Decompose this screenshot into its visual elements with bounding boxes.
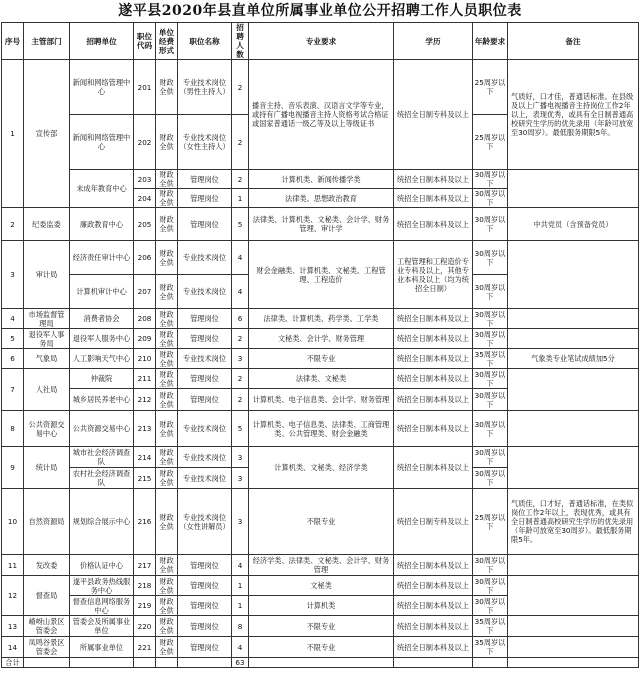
cell-code: 202 xyxy=(134,115,156,170)
cell-dept: 纪委监委 xyxy=(24,208,70,241)
cell-unit: 新闻和网络管理中心 xyxy=(70,115,134,170)
header-code: 职位代码 xyxy=(134,23,156,60)
cell-dept: 凤鸣谷景区管委会 xyxy=(24,637,70,658)
cell-major: 不限专业 xyxy=(249,637,394,658)
cell-edu: 统招全日制专科及以上 xyxy=(394,60,473,170)
cell-num: 2 xyxy=(232,389,249,411)
cell-edu: 统招全日制本科及以上 xyxy=(394,349,473,369)
table-row xyxy=(2,60,639,115)
cell-edu: 统招全日制本科及以上 xyxy=(394,596,473,616)
header-note: 备注 xyxy=(508,23,639,60)
cell-fund: 财政全供 xyxy=(156,447,178,468)
cell-age: 30周岁以下 xyxy=(473,576,508,596)
cell-age: 25周岁以下 xyxy=(473,115,508,170)
cell-seq: 5 xyxy=(2,329,24,349)
cell-major: 计算机类、新闻传播学类 xyxy=(249,170,394,189)
cell-age: 30周岁以下 xyxy=(473,208,508,241)
cell-unit: 农村社会经济调查队 xyxy=(70,468,134,489)
cell-edu: 统招全日制本科及以上 xyxy=(394,369,473,389)
page-title: 遂平县2020年县直单位所属事业单位公开招聘工作人员职位表 xyxy=(118,3,522,19)
cell-code: 212 xyxy=(134,389,156,411)
cell-age: 30周岁以下 xyxy=(473,309,508,329)
cell-age: 30周岁以下 xyxy=(473,447,508,468)
cell-seq: 14 xyxy=(2,637,24,658)
header-seq: 序号 xyxy=(2,23,24,60)
cell-pos: 管理岗位 xyxy=(178,369,232,389)
cell-pos: 专业技术岗位 xyxy=(178,411,232,447)
cell-pos: 专业技术岗位（女性讲解员） xyxy=(178,489,232,555)
cell-unit: 未成年教育中心 xyxy=(70,170,134,208)
cell-num: 4 xyxy=(232,637,249,658)
cell-pos: 专业技术岗位 xyxy=(178,349,232,369)
cell-dept: 退役军人事务局 xyxy=(24,329,70,349)
cell-age: 25周岁以下 xyxy=(473,60,508,115)
table-row xyxy=(2,637,639,658)
table-row xyxy=(2,241,639,275)
cell-code: 216 xyxy=(134,489,156,555)
cell-fund: 财政全供 xyxy=(156,60,178,115)
cell-unit: 退役军人服务中心 xyxy=(70,329,134,349)
header-major: 专业要求 xyxy=(249,23,394,60)
cell-pos: 管理岗位 xyxy=(178,576,232,596)
cell-unit: 管委会及所属事业单位 xyxy=(70,616,134,637)
table-row xyxy=(2,349,639,369)
cell-num: 2 xyxy=(232,115,249,170)
header-num: 招聘人数 xyxy=(232,23,249,60)
table-row xyxy=(2,576,639,596)
cell-note xyxy=(508,447,639,489)
cell-fund: 财政全供 xyxy=(156,389,178,411)
cell-num: 1 xyxy=(232,189,249,208)
cell-dept: 公共资源交易中心 xyxy=(24,411,70,447)
cell-dept: 宣传部 xyxy=(24,60,70,208)
cell-age: 30周岁以下 xyxy=(473,241,508,275)
cell-fund: 财政全供 xyxy=(156,616,178,637)
cell-age: 25周岁以下 xyxy=(473,489,508,555)
cell-note-empty xyxy=(508,241,639,309)
cell-dept: 发改委 xyxy=(24,555,70,576)
cell-code: 213 xyxy=(134,411,156,447)
cell-edu: 统招全日制本科及以上 xyxy=(394,170,473,189)
cell-edu: 统招全日制专科及以上 xyxy=(394,489,473,555)
cell-pos: 管理岗位 xyxy=(178,309,232,329)
header-edu: 学历 xyxy=(394,23,473,60)
cell-fund: 财政全供 xyxy=(156,576,178,596)
cell-fund: 财政全供 xyxy=(156,637,178,658)
cell-code: 211 xyxy=(134,369,156,389)
cell-major: 经济学类、法律类、文秘类、会计学、财务管理 xyxy=(249,555,394,576)
cell-num: 2 xyxy=(232,170,249,189)
cell-major: 文秘类、会计学、财务管理 xyxy=(249,329,394,349)
header-dept: 主管部门 xyxy=(24,23,70,60)
cell-major: 计算机类 xyxy=(249,596,394,616)
cell-unit: 城市社会经济调查队 xyxy=(70,447,134,468)
cell-code: 208 xyxy=(134,309,156,329)
cell-age: 30周岁以下 xyxy=(473,555,508,576)
cell-edu: 统招全日制本科及以上 xyxy=(394,389,473,411)
cell-code: 218 xyxy=(134,576,156,596)
cell-dept: 市场监督管理局 xyxy=(24,309,70,329)
cell-edu: 统招全日制本科及以上 xyxy=(394,329,473,349)
table-row xyxy=(2,447,639,468)
cell-dept: 统计局 xyxy=(24,447,70,489)
cell-pos: 管理岗位 xyxy=(178,389,232,411)
cell-unit: 规划综合展示中心 xyxy=(70,489,134,555)
cell-fund: 财政全供 xyxy=(156,369,178,389)
cell-seq: 1 xyxy=(2,60,24,208)
cell-seq: 2 xyxy=(2,208,24,241)
table-row xyxy=(2,411,639,447)
cell-major: 法律类、计算机类、文秘类、会计学、财务管理、审计学 xyxy=(249,208,394,241)
cell-major: 不限专业 xyxy=(249,349,394,369)
cell-age: 30周岁以下 xyxy=(473,411,508,447)
cell-fund: 财政全供 xyxy=(156,275,178,309)
table-row xyxy=(2,309,639,329)
cell-edu: 统招全日制本科及以上 xyxy=(394,411,473,447)
total-row xyxy=(2,658,639,668)
cell-code: 215 xyxy=(134,468,156,489)
cell-note xyxy=(508,637,639,658)
cell-fund: 财政全供 xyxy=(156,555,178,576)
cell-note xyxy=(508,369,639,411)
cell-seq: 11 xyxy=(2,555,24,576)
cell-num: 1 xyxy=(232,596,249,616)
cell-fund: 财政全供 xyxy=(156,189,178,208)
header-pos: 职位名称 xyxy=(178,23,232,60)
cell-unit: 仲裁院 xyxy=(70,369,134,389)
cell-fund: 财政全供 xyxy=(156,241,178,275)
cell-major: 文秘类 xyxy=(249,576,394,596)
cell-edu: 统招全日制本科及以上 xyxy=(394,447,473,489)
cell-dept: 自然资源局 xyxy=(24,489,70,555)
cell-pos: 管理岗位 xyxy=(178,189,232,208)
cell-unit: 价格认证中心 xyxy=(70,555,134,576)
cell-note xyxy=(508,309,639,329)
cell-edu: 统招全日制本科及以上 xyxy=(394,309,473,329)
cell-code: 204 xyxy=(134,189,156,208)
cell-code: 217 xyxy=(134,555,156,576)
cell-code: 221 xyxy=(134,637,156,658)
cell-edu: 统招全日制本科及以上 xyxy=(394,208,473,241)
cell-major: 计算机类、电子信息类、会计学、财务管理 xyxy=(249,389,394,411)
cell-edu: 统招全日制本科及以上 xyxy=(394,189,473,208)
cell-dept: 审计局 xyxy=(24,241,70,309)
cell-note xyxy=(508,555,639,576)
cell-seq: 3 xyxy=(2,241,24,309)
cell-fund: 财政全供 xyxy=(156,115,178,170)
cell-note: 气象类专业笔试成绩加5分 xyxy=(508,349,639,369)
cell-age: 35周岁以下 xyxy=(473,637,508,658)
cell-fund: 财政全供 xyxy=(156,349,178,369)
cell-note: 气质好，口才佳，普通话标准。在县级及以上广播电视播音主持岗位工作2年以上，表现优秀，或具有全日制普通高校研究生学历的优先录用（年龄可放宽至30周岁）。最低服务期限5年。 xyxy=(508,60,639,170)
cell-major: 播音主持、音乐表演、汉语言文学等专业，或持有广播电视播音主持人资格考试合格证或国家普通话一级乙等及以上等级证书 xyxy=(249,60,394,170)
cell-major: 不限专业 xyxy=(249,489,394,555)
cell-pos: 管理岗位 xyxy=(178,637,232,658)
cell-fund: 财政全供 xyxy=(156,208,178,241)
cell-unit: 督查信息网络服务中心 xyxy=(70,596,134,616)
cell-note xyxy=(508,329,639,349)
cell-fund: 财政全供 xyxy=(156,411,178,447)
cell-num: 3 xyxy=(232,489,249,555)
cell-unit: 城乡居民养老中心 xyxy=(70,389,134,411)
cell-fund: 财政全供 xyxy=(156,489,178,555)
cell-num: 1 xyxy=(232,576,249,596)
cell-age: 30周岁以下 xyxy=(473,389,508,411)
cell-pos: 管理岗位 xyxy=(178,616,232,637)
cell-unit: 公共资源交易中心 xyxy=(70,411,134,447)
cell-fund: 财政全供 xyxy=(156,329,178,349)
cell-pos: 专业技术岗位 xyxy=(178,468,232,489)
cell-dept: 人社局 xyxy=(24,369,70,411)
cell-major: 计算机类、电子信息类、法律类、工商管理类、公共管理类、财会金融类 xyxy=(249,411,394,447)
cell-age: 35周岁以下 xyxy=(473,616,508,637)
cell-pos: 管理岗位 xyxy=(178,596,232,616)
cell-seq: 4 xyxy=(2,309,24,329)
cell-seq: 10 xyxy=(2,489,24,555)
cell-pos: 专业技术岗位 xyxy=(178,275,232,309)
cell-edu: 统招全日制本科及以上 xyxy=(394,576,473,596)
cell-unit: 经济责任审计中心 xyxy=(70,241,134,275)
cell-code: 205 xyxy=(134,208,156,241)
cell-note: 气质佳，口才好，普通话标准，在类似岗位工作2年以上，表现优秀，或具有全日制普通高校研究生学历的优先录用（年龄可放宽至30周岁）。最低服务期限5年。 xyxy=(508,489,639,555)
cell-edu: 统招全日制本科及以上 xyxy=(394,555,473,576)
cell-pos: 管理岗位 xyxy=(178,329,232,349)
cell-code: 201 xyxy=(134,60,156,115)
cell-age: 30周岁以下 xyxy=(473,596,508,616)
cell-unit: 所属事业单位 xyxy=(70,637,134,658)
table-row xyxy=(2,555,639,576)
cell-note xyxy=(508,576,639,616)
cell-unit: 消费者协会 xyxy=(70,309,134,329)
cell-code: 206 xyxy=(134,241,156,275)
cell-num: 8 xyxy=(232,616,249,637)
cell-num: 4 xyxy=(232,275,249,309)
header-row xyxy=(2,23,639,60)
cell-num: 6 xyxy=(232,309,249,329)
cell-unit: 人工影响天气中心 xyxy=(70,349,134,369)
cell-seq: 12 xyxy=(2,576,24,616)
cell-major: 不限专业 xyxy=(249,616,394,637)
cell-num: 5 xyxy=(232,411,249,447)
table-row xyxy=(2,369,639,389)
cell-fund: 财政全供 xyxy=(156,309,178,329)
cell-num: 3 xyxy=(232,468,249,489)
cell-major: 法律类、文秘类 xyxy=(249,369,394,389)
cell-fund: 财政全供 xyxy=(156,170,178,189)
cell-age: 30周岁以下 xyxy=(473,170,508,189)
cell-num: 4 xyxy=(232,555,249,576)
cell-major: 法律类、计算机类、药学类、工学类 xyxy=(249,309,394,329)
cell-unit: 遂平县政务热线服务中心 xyxy=(70,576,134,596)
table-row xyxy=(2,616,639,637)
table-row xyxy=(2,489,639,555)
cell-dept: 督查局 xyxy=(24,576,70,616)
cell-dept: 嵖岈山景区管委会 xyxy=(24,616,70,637)
cell-note xyxy=(508,616,639,637)
cell-seq: 8 xyxy=(2,411,24,447)
total-num: 63 xyxy=(232,658,249,668)
cell-num: 3 xyxy=(232,447,249,468)
cell-pos: 专业技术岗位（女性主持人） xyxy=(178,115,232,170)
cell-code: 219 xyxy=(134,596,156,616)
cell-age: 30周岁以下 xyxy=(473,275,508,309)
cell-seq: 9 xyxy=(2,447,24,489)
cell-num: 2 xyxy=(232,369,249,389)
cell-code: 210 xyxy=(134,349,156,369)
cell-note xyxy=(508,411,639,447)
cell-seq: 6 xyxy=(2,349,24,369)
cell-major: 法律类、思想政治教育 xyxy=(249,189,394,208)
cell-seq: 7 xyxy=(2,369,24,411)
cell-pos: 管理岗位 xyxy=(178,555,232,576)
cell-fund: 财政全供 xyxy=(156,596,178,616)
cell-num: 4 xyxy=(232,241,249,275)
cell-major: 计算机类、文秘类、经济学类 xyxy=(249,447,394,489)
cell-seq: 13 xyxy=(2,616,24,637)
cell-pos: 专业技术岗位（男性主持人） xyxy=(178,60,232,115)
cell-num: 2 xyxy=(232,329,249,349)
cell-edu: 统招全日制本科及以上 xyxy=(394,637,473,658)
cell-major: 财会金融类、计算机类、文秘类、工程管理、工程造价 xyxy=(249,241,394,309)
cell-age: 30周岁以下 xyxy=(473,189,508,208)
cell-edu: 工程管理和工程造价专业专科及以上，其他专业本科及以上（均为统招全日制） xyxy=(394,241,473,309)
job-table xyxy=(1,22,639,668)
cell-pos: 专业技术岗位 xyxy=(178,447,232,468)
cell-code: 220 xyxy=(134,616,156,637)
cell-pos: 专业技术岗位 xyxy=(178,241,232,275)
cell-num: 3 xyxy=(232,349,249,369)
cell-num: 2 xyxy=(232,60,249,115)
cell-pos: 管理岗位 xyxy=(178,170,232,189)
cell-age: 30周岁以下 xyxy=(473,329,508,349)
cell-unit: 廉政教育中心 xyxy=(70,208,134,241)
cell-note-empty xyxy=(508,170,639,208)
cell-fund: 财政全供 xyxy=(156,468,178,489)
header-age: 年龄要求 xyxy=(473,23,508,60)
cell-code: 209 xyxy=(134,329,156,349)
table-row xyxy=(2,208,639,241)
cell-code: 207 xyxy=(134,275,156,309)
table-row xyxy=(2,170,639,189)
cell-age: 35周岁以下 xyxy=(473,349,508,369)
cell-code: 203 xyxy=(134,170,156,189)
cell-age: 30周岁以下 xyxy=(473,369,508,389)
cell-unit: 计算机审计中心 xyxy=(70,275,134,309)
cell-num: 5 xyxy=(232,208,249,241)
table-row xyxy=(2,329,639,349)
cell-note: 中共党员（含预备党员） xyxy=(508,208,639,241)
header-fund: 单位经费形式 xyxy=(156,23,178,60)
cell-unit: 新闻和网络管理中心 xyxy=(70,60,134,115)
cell-edu: 统招全日制本科及以上 xyxy=(394,616,473,637)
cell-pos: 管理岗位 xyxy=(178,208,232,241)
header-unit: 招聘单位 xyxy=(70,23,134,60)
total-label: 合计 xyxy=(2,658,24,668)
cell-dept: 气象局 xyxy=(24,349,70,369)
cell-code: 214 xyxy=(134,447,156,468)
cell-age: 30周岁以下 xyxy=(473,468,508,489)
